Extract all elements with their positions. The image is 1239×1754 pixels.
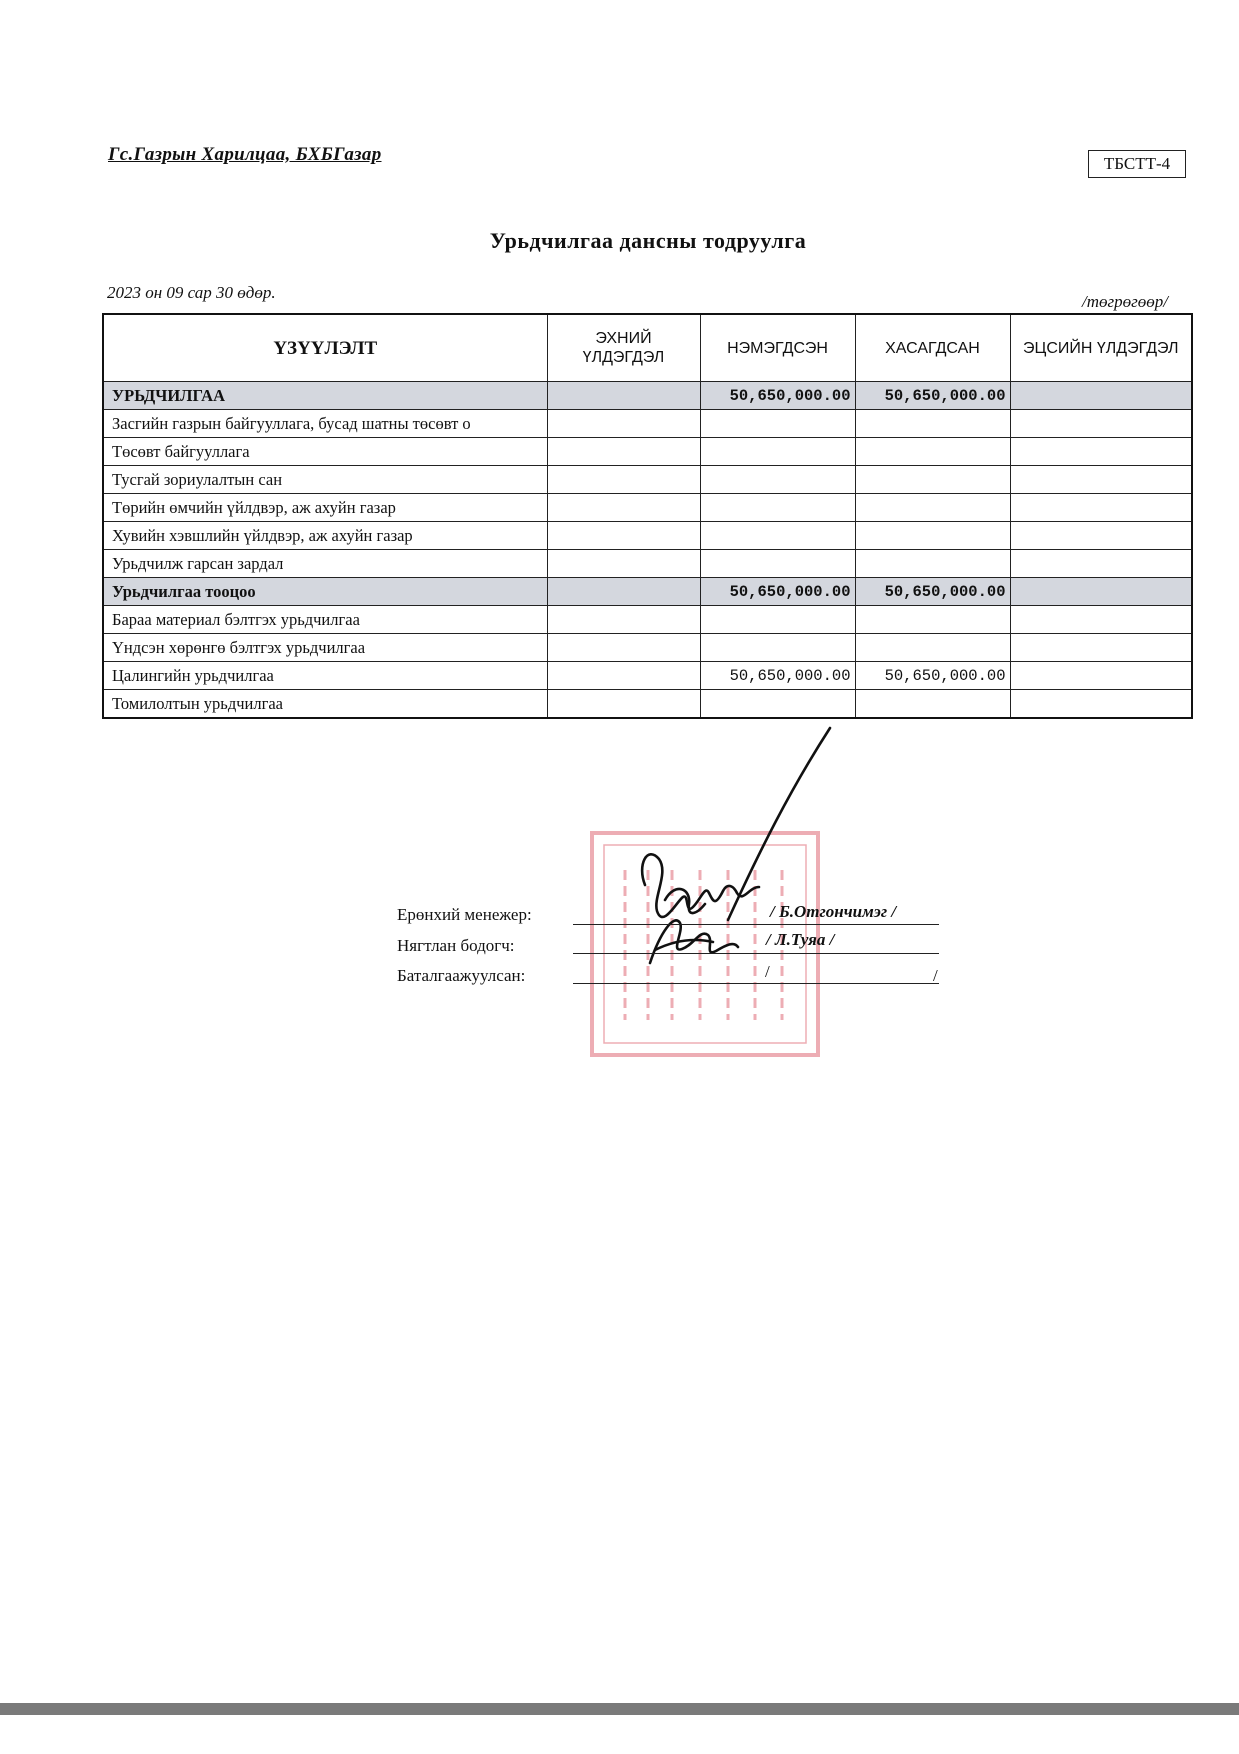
col-header-closing: ЭЦСИЙН ҮЛДЭГДЭЛ	[1010, 314, 1192, 382]
row-label: Тусгай зориулалтын сан	[103, 466, 547, 494]
verified-slash-open: /	[765, 962, 770, 981]
row-label: Төрийн өмчийн үйлдвэр, аж ахуйн газар	[103, 494, 547, 522]
col-header-deducted: ХАСАГДСАН	[855, 314, 1010, 382]
currency-unit: /төгрөгөөр/	[1082, 292, 1168, 311]
row-label: Томилолтын урьдчилгаа	[103, 690, 547, 719]
verified-slash-close: /	[933, 966, 938, 985]
document-title: Урьдчилгаа дансны тодруулга	[489, 228, 807, 253]
scan-edge-bar	[0, 1703, 1239, 1715]
row-label: Цалингийн урьдчилгаа	[103, 662, 547, 690]
row-label: Урьдчилгаа тооцоо	[103, 578, 547, 606]
row-label: Үндсэн хөрөнгө бэлтгэх урьдчилгаа	[103, 634, 547, 662]
verified-label: Баталгаажуулсан:	[397, 966, 526, 985]
accountant-label: Нягтлан бодогч:	[397, 936, 515, 955]
row-deducted: 50,650,000.00	[855, 382, 1010, 410]
row-deducted: 50,650,000.00	[855, 578, 1010, 606]
col-header-indicator: ҮЗҮҮЛЭЛТ	[103, 314, 547, 382]
row-label: Урьдчилж гарсан зардал	[103, 550, 547, 578]
verified-line	[573, 983, 939, 984]
general-manager-name: / Б.Отгончимэг /	[770, 902, 897, 921]
general-manager-label: Ерөнхий менежер:	[397, 905, 532, 924]
row-added: 50,650,000.00	[700, 662, 855, 690]
col-header-added: НЭМЭГДСЭН	[700, 314, 855, 382]
col-header-opening: ЭХНИЙ ҮЛДЭГДЭЛ	[547, 314, 700, 382]
general-manager-line	[573, 924, 939, 925]
row-deducted: 50,650,000.00	[855, 662, 1010, 690]
row-added: 50,650,000.00	[700, 578, 855, 606]
row-label: УРЬДЧИЛГАА	[103, 382, 547, 410]
row-added: 50,650,000.00	[700, 382, 855, 410]
accountant-name: / Л.Туяа /	[766, 930, 835, 949]
accountant-line	[573, 953, 939, 954]
organization-name: Гс.Газрын Харилцаа, БХБГазар	[108, 144, 382, 165]
form-code-box: ТБСТТ-4	[1088, 150, 1186, 178]
row-label: Хувийн хэвшлийн үйлдвэр, аж ахуйн газар	[103, 522, 547, 550]
row-label: Бараа материал бэлтгэх урьдчилгаа	[103, 606, 547, 634]
row-label: Засгийн газрын байгууллага, бусад шатны төсөвт о	[103, 410, 547, 438]
row-label: Төсөвт байгууллага	[103, 438, 547, 466]
report-date: 2023 он 09 сар 30 өдөр.	[107, 283, 276, 302]
